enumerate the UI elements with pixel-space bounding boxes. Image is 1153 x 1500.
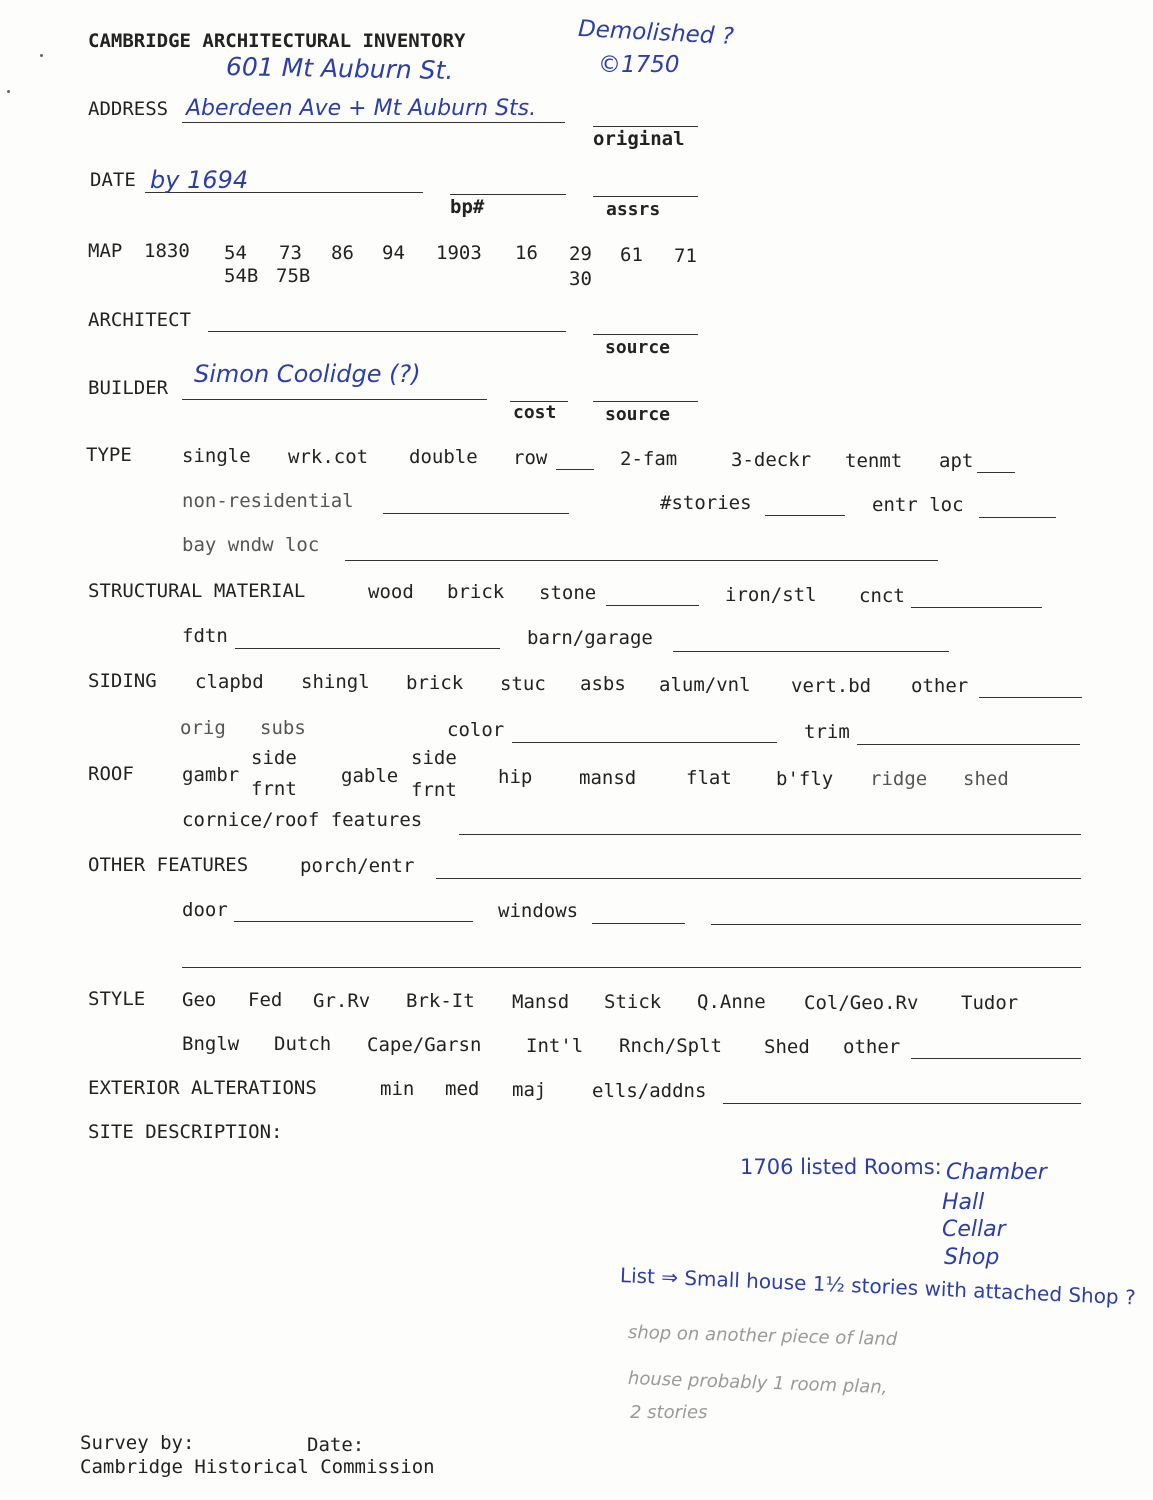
builder-line	[182, 399, 487, 400]
siding-alum: alum/vnl	[659, 674, 751, 696]
map-year-29: 29	[569, 243, 592, 265]
other-door: door	[182, 899, 228, 921]
architect-source-label: source	[605, 337, 671, 358]
style-stick: Stick	[604, 991, 662, 1013]
type-entr: entr loc	[872, 494, 964, 516]
other-door-line	[234, 921, 473, 922]
style-intl: Int'l	[526, 1035, 584, 1057]
siding-other-line	[979, 697, 1082, 698]
roof-label: ROOF	[88, 763, 134, 785]
structural-label: STRUCTURAL MATERIAL	[88, 580, 306, 602]
siding-brick: brick	[406, 672, 464, 694]
date-label: DATE	[90, 169, 136, 191]
type-2-fam: 2-fam	[620, 448, 678, 470]
structural-wood: wood	[368, 581, 414, 603]
site-room-cellar: Cellar	[942, 1217, 1006, 1242]
type-3-deckr: 3-deckr	[731, 449, 812, 471]
other-windows-line-2	[711, 924, 1081, 925]
scan-speck	[7, 90, 10, 93]
siding-clapbd: clapbd	[195, 671, 264, 693]
alterations-maj: maj	[512, 1079, 547, 1101]
map-year-71: 71	[674, 245, 697, 267]
builder-source-label: source	[605, 404, 671, 425]
builder-source-line	[593, 401, 698, 402]
roof-gambr: gambr	[182, 764, 240, 786]
roof-shed: shed	[963, 768, 1009, 790]
structural-fdtn-line	[235, 648, 500, 649]
handwritten-circa: ©1750	[598, 52, 680, 78]
roof-gable: gable	[341, 765, 399, 787]
type-entr-line	[979, 517, 1056, 518]
style-other-line	[911, 1058, 1081, 1059]
type-nonres-line	[383, 513, 569, 514]
style-tudor: Tudor	[961, 992, 1019, 1014]
scan-speck	[40, 54, 43, 57]
structural-cnct-line	[911, 607, 1042, 608]
map-year-1903: 1903	[436, 242, 482, 264]
roof-cornice-line	[459, 834, 1081, 835]
structural-barn-line	[673, 651, 949, 652]
roof-gable-frnt: frnt	[411, 779, 457, 801]
address-value: Aberdeen Ave + Mt Auburn Sts.	[186, 96, 537, 121]
site-pencil-note-1: shop on another piece of land	[627, 1322, 898, 1351]
structural-cnct: cnct	[859, 585, 905, 607]
style-shed: Shed	[764, 1036, 810, 1058]
style-colgeorv: Col/Geo.Rv	[804, 992, 919, 1014]
structural-fdtn: fdtn	[182, 625, 228, 647]
original-line	[593, 126, 698, 127]
map-year-73: 73	[279, 242, 302, 264]
style-mansd: Mansd	[512, 991, 570, 1013]
map-year-86: 86	[331, 242, 354, 264]
style-dutch: Dutch	[274, 1033, 332, 1055]
builder-label: BUILDER	[88, 377, 169, 399]
type-stories: #stories	[660, 492, 752, 514]
type-single: single	[182, 445, 251, 467]
type-apt: apt	[939, 450, 974, 472]
site-room-shop: Shop	[944, 1245, 1000, 1270]
map-label: MAP	[88, 240, 123, 262]
roof-flat: flat	[686, 767, 732, 789]
siding-trim: trim	[804, 721, 850, 743]
siding-orig: orig	[180, 717, 226, 739]
roof-gambr-side: side	[251, 747, 297, 769]
handwritten-address-note: 601 Mt Auburn St.	[225, 52, 454, 85]
alterations-min: min	[380, 1078, 415, 1100]
structural-stone-line	[606, 605, 699, 606]
assrs-label: assrs	[606, 199, 661, 220]
style-cape: Cape/Garsn	[367, 1034, 482, 1056]
roof-gambr-frnt: frnt	[251, 778, 297, 800]
type-tenmt: tenmt	[845, 450, 903, 472]
site-list-line: List ⇒ Small house 1½ stories with attached Shop ?	[619, 1263, 1137, 1310]
style-grrv: Gr.Rv	[313, 990, 371, 1012]
siding-color: color	[447, 719, 505, 741]
site-pencil-note-3: 2 stories	[630, 1402, 708, 1423]
alterations-label: EXTERIOR ALTERATIONS	[88, 1077, 317, 1099]
site-pencil-note-2: house probably 1 room plan,	[627, 1368, 888, 1399]
roof-cornice: cornice/roof features	[182, 809, 423, 831]
siding-other: other	[911, 675, 969, 697]
cost-label: cost	[513, 402, 557, 423]
map-year-61: 61	[620, 244, 643, 266]
style-label: STYLE	[88, 988, 146, 1010]
structural-iron: iron/stl	[725, 584, 817, 606]
siding-vert: vert.bd	[791, 675, 872, 697]
architect-label: ARCHITECT	[88, 309, 191, 331]
style-fed: Fed	[248, 989, 283, 1011]
structural-barn: barn/garage	[527, 627, 653, 649]
site-room-chamber: Chamber	[946, 1160, 1047, 1185]
commission-name: Cambridge Historical Commission	[80, 1456, 435, 1478]
map-year-54: 54	[224, 242, 247, 264]
architect-line	[208, 331, 566, 332]
other-porch: porch/entr	[300, 855, 415, 877]
alterations-ells: ells/addns	[592, 1080, 707, 1102]
siding-stuc: stuc	[500, 673, 546, 695]
siding-trim-line	[857, 744, 1080, 745]
builder-value: Simon Coolidge (?)	[194, 360, 421, 388]
siding-asbs: asbs	[580, 673, 626, 695]
type-double: double	[409, 446, 478, 468]
siding-label: SIDING	[88, 670, 157, 692]
other-blank-line	[182, 967, 1081, 968]
other-porch-line	[436, 878, 1081, 879]
bp-line	[450, 194, 566, 195]
other-windows-line	[592, 923, 685, 924]
type-row-line	[556, 469, 594, 470]
date-value: by 1694	[150, 166, 249, 194]
site-room-hall: Hall	[942, 1190, 985, 1215]
structural-brick: brick	[447, 581, 505, 603]
map-year-94: 94	[382, 242, 405, 264]
type-apt-line	[977, 472, 1015, 473]
address-label: ADDRESS	[88, 98, 169, 120]
map-year-54b: 54B	[224, 265, 259, 287]
style-other: other	[843, 1036, 901, 1058]
survey-date-label: Date:	[307, 1434, 365, 1456]
type-label: TYPE	[86, 444, 132, 466]
site-rooms-heading: 1706 listed Rooms:	[740, 1155, 942, 1179]
map-year-30: 30	[569, 268, 592, 290]
other-features-label: OTHER FEATURES	[88, 854, 249, 876]
original-label: original	[593, 128, 685, 150]
survey-by-label: Survey by:	[80, 1432, 195, 1454]
style-brkit: Brk-It	[406, 990, 475, 1012]
siding-shingl: shingl	[301, 671, 370, 693]
architect-source-line	[593, 334, 698, 335]
type-wrk-cot: wrk.cot	[288, 446, 369, 468]
other-windows: windows	[498, 900, 579, 922]
map-year-16: 16	[515, 242, 538, 264]
type-nonres: non-residential	[182, 490, 354, 512]
roof-mansd: mansd	[579, 767, 637, 789]
site-label: SITE DESCRIPTION:	[88, 1121, 283, 1143]
type-bay-line	[345, 560, 938, 561]
siding-subs: subs	[260, 717, 306, 739]
style-bnglw: Bnglw	[182, 1033, 240, 1055]
alterations-ells-line	[723, 1103, 1081, 1104]
type-row: row	[513, 447, 548, 469]
style-rnch: Rnch/Splt	[619, 1035, 722, 1057]
alterations-med: med	[445, 1078, 480, 1100]
siding-color-line	[512, 742, 777, 743]
map-year-75b: 75B	[276, 265, 311, 287]
roof-ridge: ridge	[870, 768, 928, 790]
map-year-1830: 1830	[144, 240, 190, 262]
roof-gable-side: side	[411, 747, 457, 769]
form-title: CAMBRIDGE ARCHITECTURAL INVENTORY	[88, 30, 466, 52]
style-qanne: Q.Anne	[697, 991, 766, 1013]
address-line	[182, 122, 565, 123]
handwritten-status: Demolished ?	[577, 15, 735, 51]
assrs-line	[593, 196, 698, 197]
style-geo: Geo	[182, 989, 217, 1011]
structural-stone: stone	[539, 582, 597, 604]
type-stories-line	[765, 515, 845, 516]
type-bay: bay wndw loc	[182, 534, 320, 556]
bp-label: bp#	[450, 196, 485, 218]
roof-bfly: b'fly	[776, 768, 834, 790]
roof-hip: hip	[498, 766, 533, 788]
